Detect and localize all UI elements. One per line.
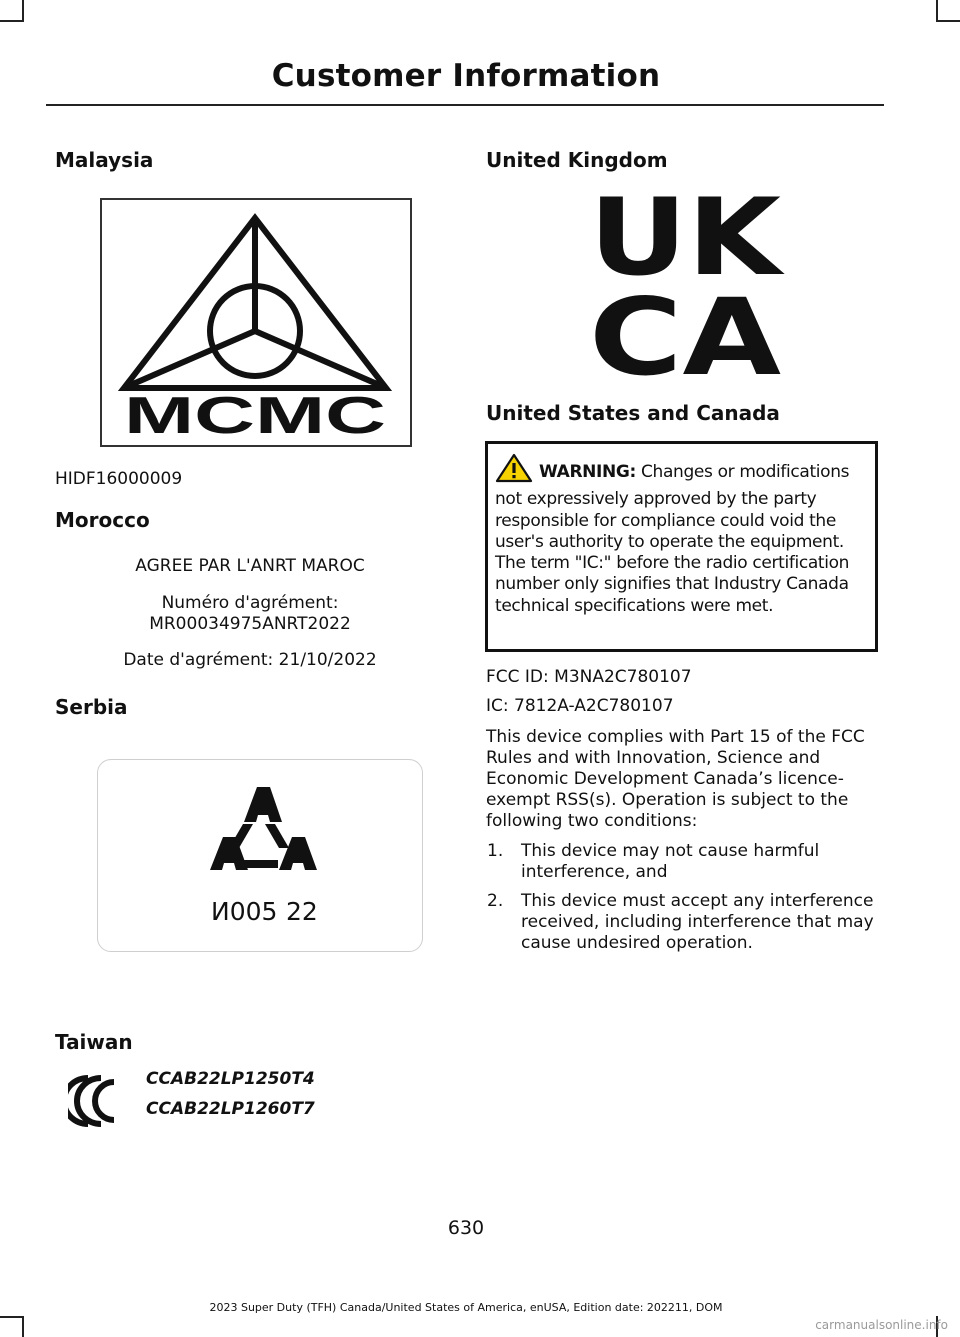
morocco-approval-number-label: Numéro d'agrément:	[161, 593, 339, 613]
mcmc-logo-icon	[102, 200, 410, 445]
morocco-heading: Morocco	[55, 508, 150, 532]
list-item	[487, 841, 882, 883]
page-title: Customer Information	[271, 58, 661, 94]
serbia-mark-image	[97, 759, 423, 952]
taiwan-code-1: CCAB22LP1250T4	[146, 1069, 315, 1089]
serbia-mark-code: И005	[211, 897, 278, 926]
list-text: This device must accept any interference received, including interference that may cause undesired operation.	[521, 891, 874, 953]
edition-line: 2023 Super Duty (TFH) Canada/United States of America, enUSA, Edition date: 202211, DOM	[209, 1301, 723, 1314]
malaysia-image-code: HIDF16000009	[55, 469, 183, 489]
warning-label: WARNING:	[539, 462, 636, 482]
watermark: carmanualsonline.info	[815, 1318, 948, 1332]
header-divider	[46, 104, 884, 106]
ukca-mark-line2: CA	[589, 276, 781, 382]
list-number: 1.	[487, 841, 504, 861]
serbia-heading: Serbia	[55, 695, 128, 719]
usca-heading: United States and Canada	[486, 401, 780, 425]
malaysia-heading: Malaysia	[55, 148, 154, 172]
mcmc-mark-image	[100, 198, 412, 447]
warning-triangle-icon	[495, 453, 539, 489]
page-number: 630	[447, 1217, 485, 1239]
list-item	[487, 891, 882, 954]
morocco-approval-line: AGREE PAR L'ANRT MAROC	[135, 556, 365, 576]
list-number: 2.	[487, 891, 504, 911]
morocco-approval-date: Date d'agrément: 21/10/2022	[123, 650, 377, 670]
ukca-mark-image	[585, 186, 785, 382]
compliance-paragraph: This device complies with Part 15 of the FCC Rules and with Innovation, Science and Economic Development Canada’s licence-exempt RSS(s). Operation is subject to the following two conditions:	[486, 727, 865, 831]
ukca-mark-line1: UK	[589, 186, 785, 299]
taiwan-heading: Taiwan	[55, 1030, 133, 1054]
crop-mark	[938, 20, 960, 22]
morocco-approval-number: MR00034975ANRT2022	[149, 614, 351, 634]
crop-mark	[936, 0, 938, 22]
list-text: This device may not cause harmful interference, and	[521, 841, 820, 882]
crop-mark	[22, 1316, 24, 1337]
fcc-id: FCC ID: M3NA2C780107	[486, 667, 692, 687]
serbia-triangle-mark-icon	[98, 760, 420, 949]
crop-mark	[22, 0, 24, 22]
warning-box	[485, 441, 878, 652]
crop-mark	[0, 1316, 22, 1318]
taiwan-code-2: CCAB22LP1260T7	[146, 1099, 315, 1119]
ncc-logo-icon	[68, 1072, 124, 1130]
ic-number: IC: 7812A-A2C780107	[486, 696, 674, 716]
warning-text: Changes or modifications not expressively approved by the party responsible for compliance could void the user's authority to operate the equipment. The term "IC:" before the radio certification number only signifies that Industry Canada technical specifications were met.	[495, 462, 850, 616]
serbia-mark-year: 22	[286, 897, 318, 926]
crop-mark	[0, 20, 22, 22]
mcmc-logo-text: MCMC	[124, 387, 386, 445]
uk-heading: United Kingdom	[486, 148, 668, 172]
